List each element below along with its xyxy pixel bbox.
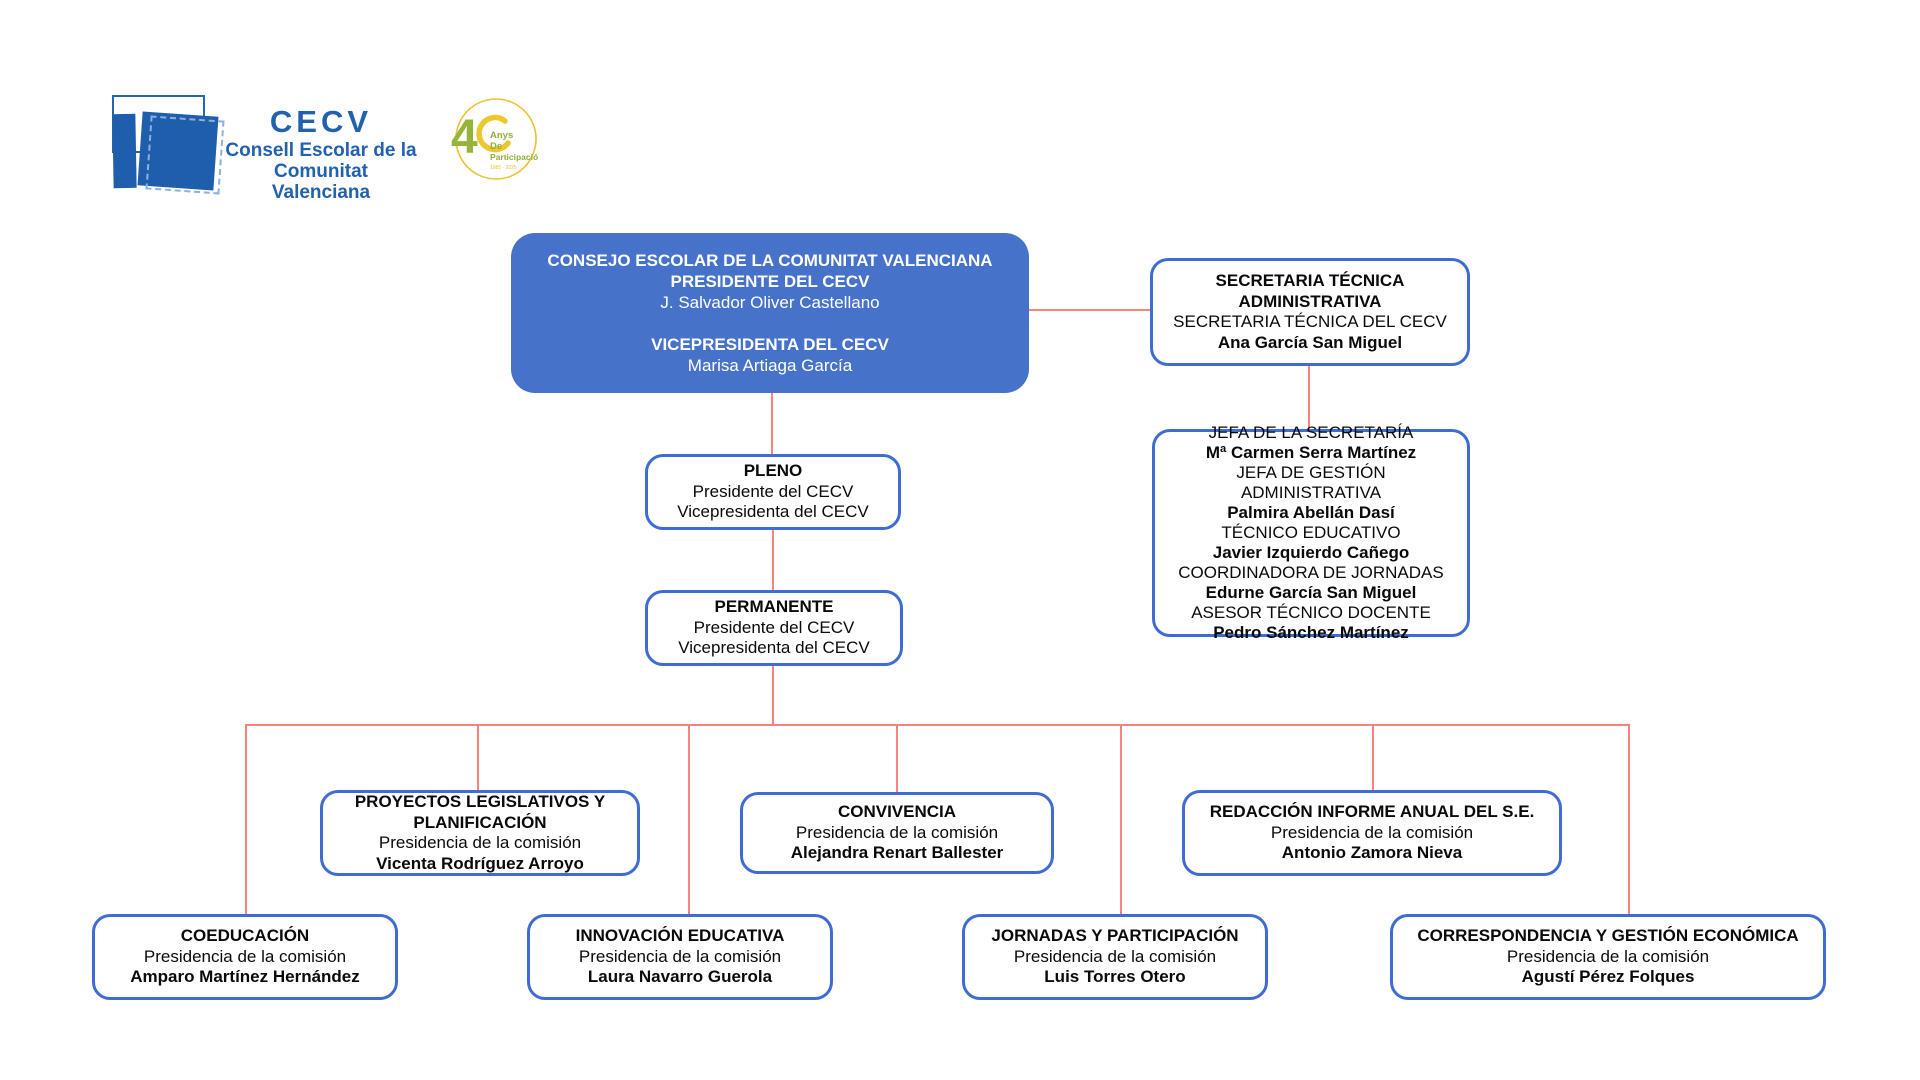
connector-drop-jornadas (1120, 724, 1122, 914)
node-text-line: Presidencia de la comisión (1013, 946, 1217, 966)
node-text-line: Agustí Pérez Folques (1521, 967, 1695, 987)
node-text-line: SECRETARIA TÉCNICA ADMINISTRATIVA (1215, 271, 1405, 311)
node-text-line: ASESOR TÉCNICO DOCENTE (1191, 603, 1431, 622)
node-text-line: J. Salvador Oliver Castellano (660, 293, 880, 312)
node-text-line: JEFA DE LA SECRETARÍA (1208, 423, 1414, 442)
node-text-line: CONSEJO ESCOLAR DE LA COMUNITAT VALENCIANA (547, 251, 993, 270)
node-text-line: Pedro Sánchez Martínez (1213, 623, 1409, 642)
node-text-line: REDACCIÓN INFORME ANUAL DEL S.E. (1209, 802, 1535, 822)
node-text-line: Alejandra Renart Ballester (790, 843, 1004, 863)
node-pleno (645, 454, 901, 530)
node-text-line: JORNADAS Y PARTICIPACIÓN (991, 926, 1239, 946)
connector-bus-horizontal (245, 724, 1630, 726)
logo-subtitle-line1: Consell Escolar de la (225, 140, 417, 161)
node-text-line: COEDUCACIÓN (180, 926, 310, 946)
node-text-line: Antonio Zamora Nieva (1281, 843, 1463, 863)
node-text-line: Laura Navarro Guerola (587, 967, 773, 987)
node-text-line: Amparo Martínez Hernández (130, 967, 360, 987)
node-text-line: Edurne García San Miguel (1205, 583, 1417, 602)
node-text-line: Vicepresidenta del CECV (677, 502, 869, 522)
node-text-line: Presidencia de la comisión (378, 833, 582, 852)
node-comision-innovacion-educativa (527, 914, 833, 1000)
node-text-line: Presidencia de la comisión (1270, 822, 1474, 842)
badge-de: De (490, 141, 503, 152)
logo-subtitle-line2: Comunitat Valenciana (271, 161, 371, 203)
connector-drop-innovacion (688, 724, 690, 914)
node-text-line: Javier Izquierdo Cañego (1212, 543, 1410, 562)
badge-participacio: Participació (490, 152, 539, 162)
node-text-line: VICEPRESIDENTA DEL CECV (651, 335, 889, 354)
node-comision-proyectos-legislativos (320, 790, 640, 876)
connector-drop-redaccion (1372, 724, 1374, 790)
node-text-line: INNOVACIÓN EDUCATIVA (575, 926, 785, 946)
node-text-line: Presidencia de la comisión (1506, 946, 1710, 966)
node-text-line: Vicepresidenta del CECV (678, 638, 870, 658)
connector-presidencia-pleno (771, 393, 773, 454)
node-equipo-secretaria (1152, 423, 1470, 642)
node-text-line: TÉCNICO EDUCATIVO (1221, 523, 1401, 542)
node-comision-jornadas-participacion (962, 914, 1268, 1000)
badge-number: 4 (451, 111, 478, 164)
node-text-line: Presidencia de la comisión (795, 822, 999, 842)
node-text-line: PROYECTOS LEGISLATIVOS Y PLANIFICACIÓN (354, 792, 606, 832)
node-text-line: Ana García San Miguel (1217, 332, 1403, 352)
node-text-line: Palmira Abellán Dasí (1227, 503, 1395, 522)
node-text-line: Mª Carmen Serra Martínez (1205, 443, 1417, 462)
connector-drop-convivencia (896, 724, 898, 792)
cecv-logo-text (224, 104, 418, 203)
node-text-line: Presidente del CECV (692, 481, 854, 501)
node-text-line: CONVIVENCIA (837, 802, 957, 822)
node-text-line (523, 313, 1017, 334)
node-secretaria-tecnica (1150, 258, 1470, 366)
node-text-line: PERMANENTE (714, 597, 834, 617)
node-permanente (645, 590, 903, 666)
node-text-line: Marisa Artiaga García (687, 356, 853, 375)
node-comision-coeducacion (92, 914, 398, 1000)
connector-permanente-bus (772, 666, 774, 725)
node-comision-redaccion-informe (1182, 790, 1562, 876)
badge-years: 1985 - 2025 (490, 165, 517, 171)
connector-drop-coeducacion (245, 724, 247, 914)
node-text-line: Presidencia de la comisión (143, 946, 347, 966)
node-text-line: COORDINADORA DE JORNADAS (1178, 563, 1444, 582)
cecv-logo-mark (112, 93, 227, 195)
connector-drop-proyectos (477, 724, 479, 790)
node-text-line: PLENO (743, 461, 803, 481)
connector-pleno-permanente (772, 530, 774, 590)
node-text-line: Vicenta Rodríguez Arroyo (376, 853, 584, 873)
node-text-line: Presidente del CECV (693, 617, 855, 637)
logo-acronym: CECV (269, 104, 373, 139)
badge-anys: Anys (490, 130, 514, 141)
anniversary-badge (450, 97, 542, 183)
node-comision-correspondencia-gestion (1390, 914, 1826, 1000)
node-text-line: Luis Torres Otero (1044, 967, 1186, 987)
node-comision-convivencia (740, 792, 1054, 874)
node-text-line: SECRETARIA TÉCNICA DEL CECV (1173, 312, 1447, 331)
node-text-line: JEFA DE GESTIÓN ADMINISTRATIVA (1236, 463, 1386, 502)
node-text-line: CORRESPONDENCIA Y GESTIÓN ECONÓMICA (1417, 926, 1799, 946)
node-presidencia (511, 233, 1029, 393)
node-text-line: PRESIDENTE DEL CECV (670, 272, 870, 291)
connector-drop-correspondencia (1628, 724, 1630, 914)
connector-presidencia-secretaria (1029, 309, 1150, 311)
logo-dashed-page-icon (146, 116, 225, 195)
node-text-line: Presidencia de la comisión (578, 946, 782, 966)
connector-secretaria-equipo (1308, 366, 1310, 429)
logo-book-spine-icon (112, 114, 136, 188)
